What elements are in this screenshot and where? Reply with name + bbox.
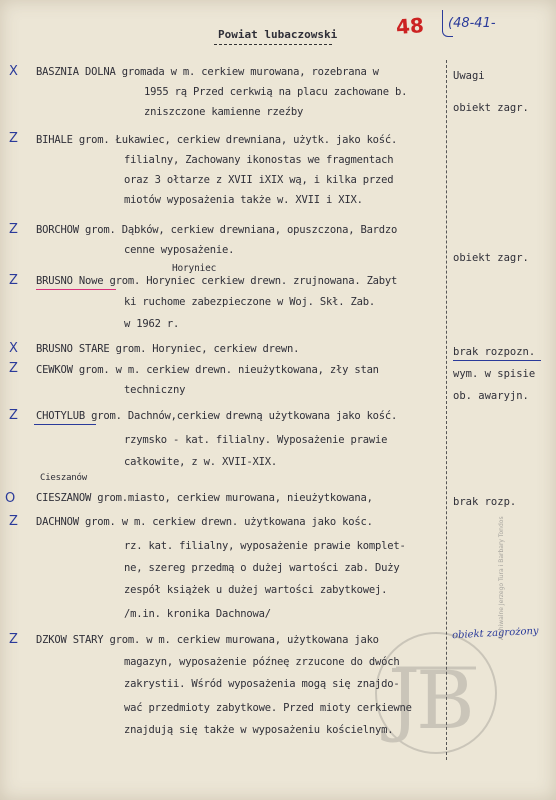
remark-text: obiekt zagr. xyxy=(453,102,529,114)
entry-line: CHOTYLUB grom. Dachnów,cerkiew drewną użytkowana jako kość. xyxy=(36,410,398,422)
entry-line: BRUSNO STARE grom. Horyniec, cerkiew drewn. xyxy=(36,343,300,355)
entry-line: rzymsko - kat. filialny. Wyposażenie prawie xyxy=(124,434,388,446)
entry-mark: Z xyxy=(9,408,18,423)
entry-line: miotów wyposażenia także w. XVII i XIX. xyxy=(124,194,363,206)
entry-line: magazyn, wyposażenie późneę zrzucone do dwóch xyxy=(124,656,400,668)
entry-line: rz. kat. filialny, wyposażenie prawie komplet- xyxy=(124,540,406,552)
remark-text: brak rozpozn. xyxy=(453,346,536,358)
remark-text: wym. w spisie xyxy=(453,368,536,380)
remark-text: Uwagi xyxy=(453,70,485,82)
entry-mark: Z xyxy=(9,514,18,529)
entry-mark: X xyxy=(9,341,18,356)
remark-text: brak rozp. xyxy=(453,496,517,508)
entry-line: DACHNOW grom. w m. cerkiew drewn. użytkowana jako kośc. xyxy=(36,516,373,528)
remark-underline xyxy=(453,360,541,361)
watermark-caption: Archiwalne Jerzego Tura i Barbary Tondos xyxy=(498,516,505,640)
highlight-underline xyxy=(36,289,116,290)
entry-mark: Z xyxy=(9,273,18,288)
entry-line: znajdują się także w wyposażeniu kościelnym. xyxy=(124,724,394,736)
entry-line: /m.in. kronika Dachnowa/ xyxy=(124,608,271,620)
entry-line: BORCHOW grom. Dąbków, cerkiew drewniana, opuszczona, Bardzo xyxy=(36,224,398,236)
entry-mark: X xyxy=(9,64,18,79)
page-number: 48 xyxy=(395,13,425,39)
entry-mark: Z xyxy=(9,361,18,376)
interlinear-text: Cieszanów xyxy=(40,473,87,483)
document-title: Powiat lubaczowski xyxy=(218,28,338,41)
title-underline xyxy=(214,44,332,45)
interlinear-text: Horyniec xyxy=(172,263,217,274)
archive-watermark-logo xyxy=(366,628,506,758)
remark-text: obiekt zagr. xyxy=(453,252,529,264)
entry-line: CEWKOW grom. w m. cerkiew drewn. nieużytkowana, zły stan xyxy=(36,364,379,376)
svg-text:B: B xyxy=(416,654,475,747)
entry-mark: O xyxy=(5,491,16,506)
entry-line: CIESZANOW grom.miasto, cerkiew murowana, nieużytkowana, xyxy=(36,492,373,504)
entry-line: zakrystii. Wśród wyposażenia mogą się znajdo- xyxy=(124,678,400,690)
entry-line: BRUSNO Nowe grom. Horyniec cerkiew drewn. zrujnowana. Zabyt xyxy=(36,275,398,287)
entry-line: w 1962 r. xyxy=(124,318,180,330)
entry-line: 1955 rą Przed cerkwią na placu zachowane b. xyxy=(144,86,408,98)
entry-line: oraz 3 ołtarze z XVII iXIX wą, i kilka przed xyxy=(124,174,394,186)
entry-line: filialny, Zachowany ikonostas we fragmentach xyxy=(124,154,394,166)
remark-text: ob. awaryjn. xyxy=(453,390,529,402)
entry-mark: Z xyxy=(9,632,18,647)
entry-line: zniszczone kamienne rzeźby xyxy=(144,106,304,118)
highlight-underline xyxy=(34,424,96,425)
entry-line: wać przedmioty zabytkowe. Przed mioty cerkiewne xyxy=(124,702,412,714)
entry-line: całkowite, z w. XVII-XIX. xyxy=(124,456,278,468)
entry-line: DZKOW STARY grom. w m. cerkiew murowana, użytkowana jako xyxy=(36,634,379,646)
reference-number: (48-41- xyxy=(448,16,496,31)
entry-line: BIHALE grom. Łukawiec, cerkiew drewniana, użytk. jako kość. xyxy=(36,134,398,146)
entry-line: zespół książek u dużej wartości zabytkowej. xyxy=(124,584,388,596)
entry-mark: Z xyxy=(9,131,18,146)
handwritten-note: obiekt zagrożony xyxy=(451,625,539,642)
entry-line: ki ruchome zabezpieczone w Woj. Skł. Zab. xyxy=(124,296,375,308)
svg-text:J: J xyxy=(388,652,421,745)
entry-line: cenne wyposażenie. xyxy=(124,244,235,256)
entry-line: ne, szereg przedmą o dużej wartości zab. Duży xyxy=(124,562,400,574)
entry-mark: Z xyxy=(9,222,18,237)
entry-line: BASZNIA DOLNA gromada w m. cerkiew murowana, rozebrana w xyxy=(36,66,379,78)
entry-line: techniczny xyxy=(124,384,186,396)
